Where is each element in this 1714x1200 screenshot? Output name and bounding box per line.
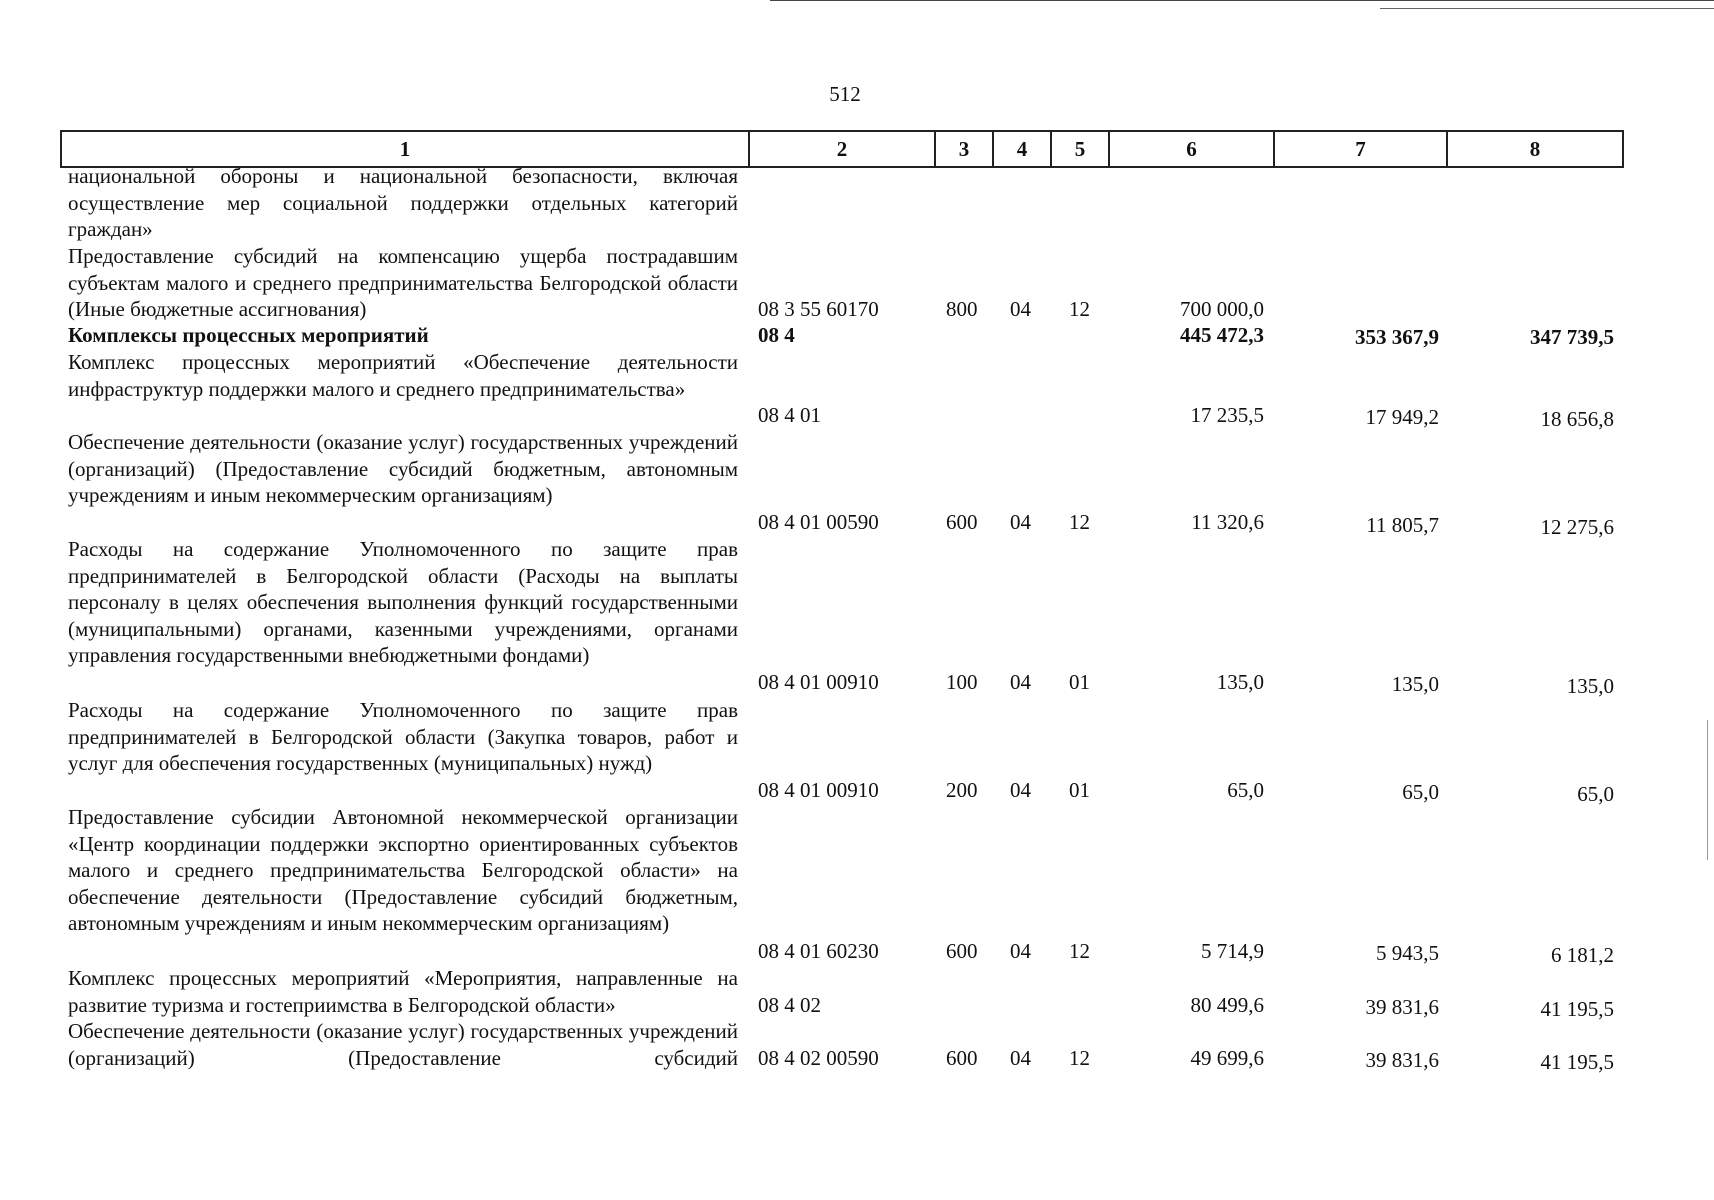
row-code: 08 4	[758, 323, 795, 347]
row-value-col6: 17 235,5	[1190, 403, 1264, 427]
row-value-col6: 80 499,6	[1190, 993, 1264, 1017]
row-description: Расходы на содержание Уполномоченного по защите прав предпринимателей в Белгородской области (Расходы на выплаты персоналу в целях обеспечения выполнения функций государственными (муниципальными) органами, казенными учреждениями, органами управления государственными внебюджетными фондами)	[68, 537, 738, 668]
row-value-col8: 41 195,5	[1540, 1050, 1614, 1074]
row-description: национальной обороны и национальной безопасности, включая осуществление мер социальной поддержки отдельных категорий граждан»	[68, 164, 738, 242]
header-col-2: 2	[750, 132, 936, 166]
row-code: 08 4 01 00590	[758, 510, 879, 534]
row-subsection: 01	[1069, 670, 1090, 694]
row-expense-type: 800	[946, 297, 978, 321]
row-description: Расходы на содержание Уполномоченного по защите прав предпринимателей в Белгородской области (Закупка товаров, работ и услуг для обеспечения государственных (муниципальных) нужд)	[68, 698, 738, 776]
row-section: 04	[1010, 778, 1031, 802]
row-value-col7: 5 943,5	[1376, 941, 1439, 965]
row-code: 08 4 01 60230	[758, 939, 879, 963]
row-value-col8: 347 739,5	[1530, 325, 1614, 349]
header-col-7: 7	[1275, 132, 1448, 166]
top-edge-rule-secondary	[1380, 8, 1714, 9]
row-code: 08 4 02 00590	[758, 1046, 879, 1070]
row-subsection: 12	[1069, 510, 1090, 534]
row-value-col7: 11 805,7	[1366, 513, 1439, 537]
row-subsection: 12	[1069, 939, 1090, 963]
row-value-col6: 11 320,6	[1191, 510, 1264, 534]
page-number: 512	[829, 82, 861, 106]
header-col-6: 6	[1110, 132, 1275, 166]
row-value-col8: 41 195,5	[1540, 997, 1614, 1021]
row-description: Предоставление субсидии Автономной некоммерческой организации «Центр координации поддержки экспортно ориентированных субъектов малого и среднего предпринимательства Белгородской области» на обеспечение деятельности (Предоставление субсидий бюджетным, автономным учреждениям и иным некоммерческим организациям)	[68, 805, 738, 936]
row-expense-type: 600	[946, 1046, 978, 1070]
row-description: Обеспечение деятельности (оказание услуг) государственных учреждений (организаций) (Предоставление субсидий	[68, 1019, 738, 1070]
row-code: 08 4 01 00910	[758, 778, 879, 802]
row-section: 04	[1010, 510, 1031, 534]
header-col-3: 3	[936, 132, 994, 166]
row-value-col6: 135,0	[1216, 670, 1264, 694]
row-value-col8: 12 275,6	[1540, 515, 1614, 539]
header-col-5: 5	[1052, 132, 1110, 166]
row-section: 04	[1010, 939, 1031, 963]
row-value-col7: 17 949,2	[1365, 405, 1439, 429]
top-edge-rule	[770, 0, 1714, 4]
row-code: 08 4 02	[758, 993, 821, 1017]
row-description: Комплекс процессных мероприятий «Обеспечение деятельности инфраструктур поддержки малого и среднего предпринимательства»	[68, 350, 738, 401]
row-code: 08 4 01 00910	[758, 670, 879, 694]
row-expense-type: 100	[946, 670, 978, 694]
row-description: Обеспечение деятельности (оказание услуг) государственных учреждений (организаций) (Предоставление субсидий бюджетным, автономным учреждениям и иным некоммерческим организациям)	[68, 430, 738, 508]
row-description: Комплексы процессных мероприятий	[68, 323, 429, 347]
row-value-col6: 445 472,3	[1180, 323, 1264, 347]
row-expense-type: 600	[946, 939, 978, 963]
row-code: 08 3 55 60170	[758, 297, 879, 321]
row-value-col7: 353 367,9	[1355, 325, 1439, 349]
row-subsection: 12	[1069, 1046, 1090, 1070]
row-value-col7: 135,0	[1391, 672, 1439, 696]
row-value-col8: 6 181,2	[1551, 943, 1614, 967]
row-value-col8: 135,0	[1566, 674, 1614, 698]
row-section: 04	[1010, 1046, 1031, 1070]
row-value-col8: 65,0	[1577, 782, 1614, 806]
row-expense-type: 600	[946, 510, 978, 534]
row-value-col6: 5 714,9	[1201, 939, 1264, 963]
row-subsection: 01	[1069, 778, 1090, 802]
row-value-col6: 700 000,0	[1180, 297, 1264, 321]
row-description: Комплекс процессных мероприятий «Мероприятия, направленные на развитие туризма и гостеприимства в Белгородской области»	[68, 966, 738, 1017]
header-col-1: 1	[62, 132, 750, 166]
row-value-col7: 65,0	[1402, 780, 1439, 804]
row-value-col6: 49 699,6	[1190, 1046, 1264, 1070]
row-section: 04	[1010, 670, 1031, 694]
row-description: Предоставление субсидий на компенсацию ущерба пострадавшим субъектам малого и среднего предпринимательства Белгородской области (Иные бюджетные ассигнования)	[68, 244, 738, 322]
scan-edge-line	[1707, 720, 1708, 860]
row-value-col7: 39 831,6	[1365, 1048, 1439, 1072]
header-col-4: 4	[994, 132, 1052, 166]
header-col-8: 8	[1529, 136, 1541, 161]
row-value-col6: 65,0	[1227, 778, 1264, 802]
row-expense-type: 200	[946, 778, 978, 802]
row-code: 08 4 01	[758, 403, 821, 427]
row-value-col7: 39 831,6	[1365, 995, 1439, 1019]
row-section: 04	[1010, 297, 1031, 321]
row-value-col8: 18 656,8	[1540, 407, 1614, 431]
row-subsection: 12	[1069, 297, 1090, 321]
